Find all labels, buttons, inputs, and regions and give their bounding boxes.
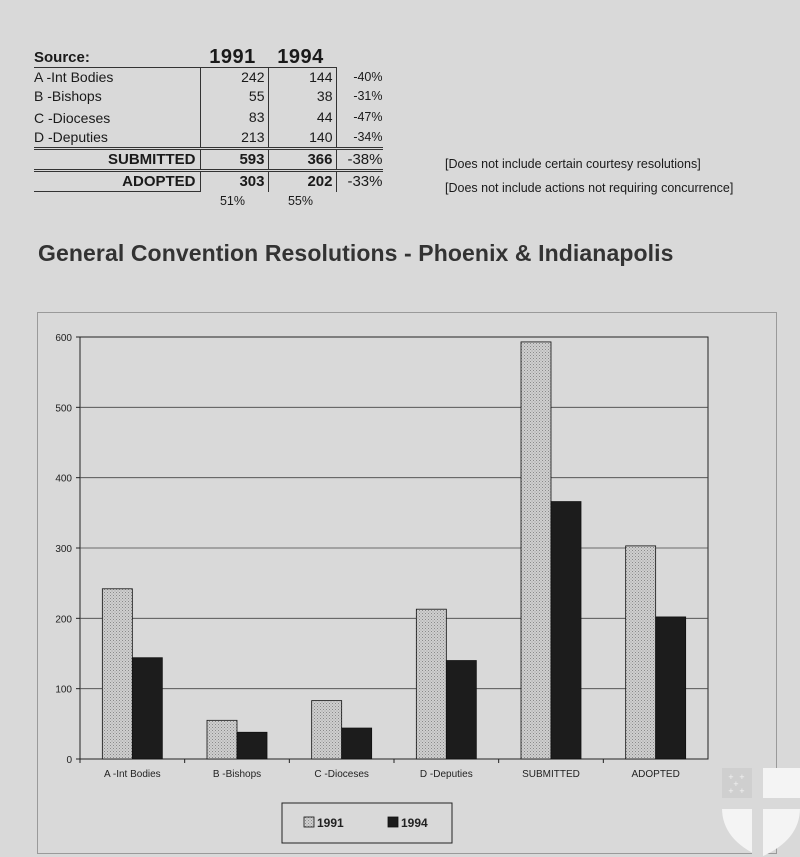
- adopted-change: -33%: [336, 171, 383, 192]
- bar-chart: [38, 313, 778, 855]
- x-category-label: SUBMITTED: [522, 769, 580, 780]
- legend-label-1991: 1991: [317, 816, 344, 830]
- percent-1994: 55%: [287, 193, 314, 208]
- svg-text:+: +: [739, 773, 745, 781]
- legend-swatch-1994: [388, 817, 398, 827]
- year-1991-header: 1991: [209, 46, 256, 68]
- row-value-1991: 55: [200, 87, 268, 106]
- bar-1991: [312, 701, 342, 759]
- table-row: [34, 106, 383, 128]
- x-category-label: B -Bishops: [212, 769, 262, 780]
- bar-1991: [416, 609, 446, 759]
- percent-1991: 51%: [219, 193, 246, 208]
- episcopal-shield-logo: [722, 768, 800, 857]
- percent-row: [34, 192, 383, 212]
- y-tick-label: 0: [66, 755, 72, 766]
- bar-1991: [207, 720, 237, 759]
- svg-text:+: +: [733, 780, 739, 788]
- bar-1991: [521, 342, 551, 759]
- y-tick-label: 100: [55, 684, 72, 696]
- y-tick-label: 400: [55, 473, 72, 485]
- row-change: -34%: [353, 130, 383, 144]
- svg-text:+: +: [728, 787, 734, 795]
- submitted-note: [Does not include certain courtesy resolutions]: [445, 157, 701, 171]
- row-change: -31%: [353, 89, 383, 103]
- adopted-1994: 202: [268, 171, 336, 192]
- x-category-label: A -Int Bodies: [103, 769, 161, 780]
- x-category-label: D -Deputies: [419, 769, 473, 780]
- table-header-row: [34, 48, 383, 68]
- bar-1994: [551, 502, 581, 759]
- row-label: A -Int Bodies: [34, 68, 200, 88]
- year-1994-header: 1994: [277, 46, 324, 68]
- source-header: Source:: [34, 49, 90, 66]
- row-label: D -Deputies: [34, 129, 108, 145]
- summary-table: [34, 48, 383, 211]
- row-value-1994: 144: [268, 68, 336, 88]
- bar-1991: [626, 546, 656, 759]
- row-value-1994: 44: [268, 106, 336, 128]
- adopted-row: [34, 171, 383, 192]
- x-category-label: ADOPTED: [631, 769, 680, 780]
- submitted-change: -38%: [336, 149, 383, 171]
- y-tick-label: 300: [55, 544, 72, 555]
- submitted-1991: 593: [200, 149, 268, 171]
- y-tick-label: 500: [55, 403, 72, 415]
- bar-1994: [342, 728, 372, 759]
- y-tick-label: 600: [55, 333, 72, 344]
- row-label: B -Bishops: [34, 88, 102, 104]
- adopted-label: ADOPTED: [34, 171, 200, 192]
- row-value-1994: 38: [268, 87, 336, 106]
- table-row: [34, 87, 383, 106]
- chart-frame: [37, 312, 777, 854]
- bar-1994: [656, 617, 686, 759]
- submitted-row: [34, 149, 383, 171]
- adopted-note: [Does not include actions not requiring concurrence]: [445, 181, 734, 195]
- x-category-label: C -Dioceses: [314, 769, 369, 780]
- submitted-label: SUBMITTED: [34, 149, 200, 171]
- row-value-1991: 83: [200, 106, 268, 128]
- row-value-1991: 242: [200, 68, 268, 88]
- svg-text:+: +: [728, 773, 734, 781]
- adopted-1991: 303: [200, 171, 268, 192]
- summary-table-wrap: [34, 48, 414, 218]
- row-change: -40%: [353, 69, 383, 84]
- legend-swatch-1991: [304, 817, 314, 827]
- bar-1994: [132, 658, 162, 759]
- svg-text:+: +: [739, 787, 745, 795]
- y-tick-label: 200: [55, 614, 72, 626]
- row-change: -47%: [353, 109, 383, 124]
- submitted-1994: 366: [268, 149, 336, 171]
- legend-label-1994: 1994: [401, 816, 428, 830]
- row-value-1994: 140: [268, 128, 336, 149]
- bar-1994: [237, 732, 267, 759]
- table-row: [34, 128, 383, 149]
- table-row: [34, 68, 383, 88]
- row-label: C -Dioceses: [34, 110, 111, 126]
- bar-1994: [446, 661, 476, 759]
- row-value-1991: 213: [200, 128, 268, 149]
- page-title: General Convention Resolutions - Phoenix & Indianapolis: [38, 240, 674, 266]
- bar-1991: [102, 589, 132, 759]
